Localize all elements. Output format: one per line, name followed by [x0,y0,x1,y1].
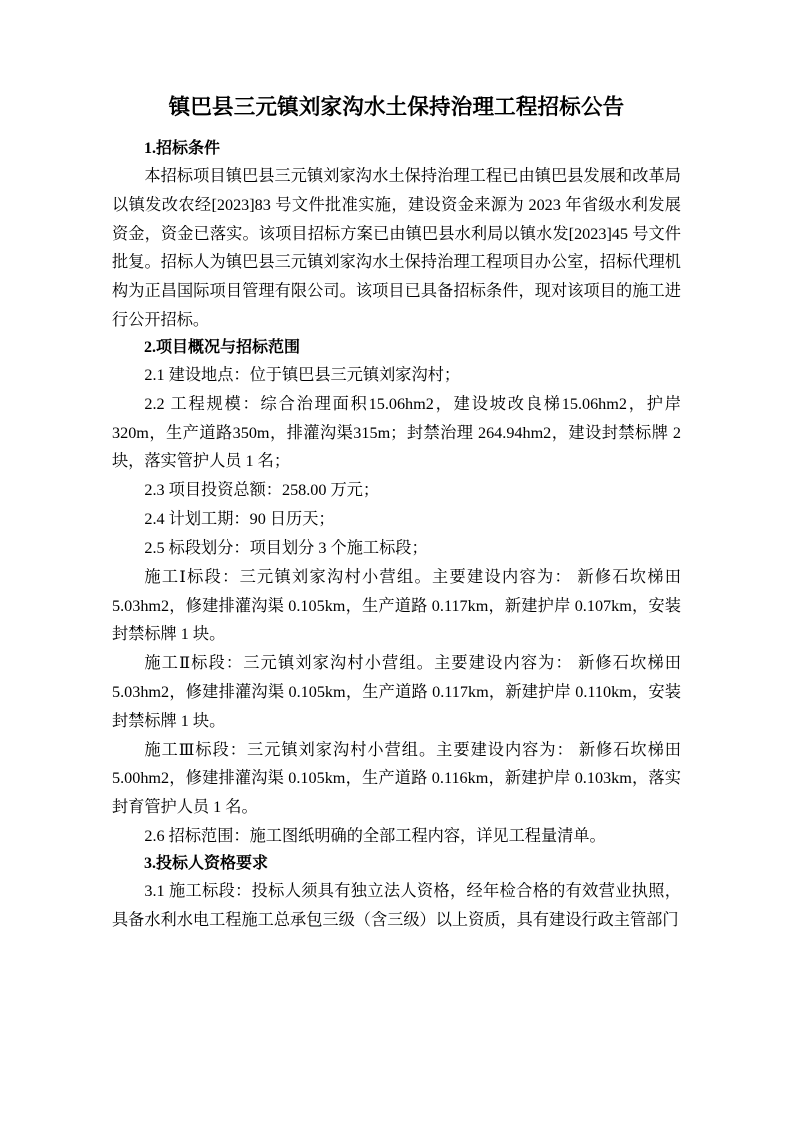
section-heading: 3.投标人资格要求 [144,854,269,872]
section-paragraph: 2.6 招标范围：施工图纸明确的全部工程内容，详见工程量清单。 [144,827,606,846]
section-paragraph: 2.2 工程规模：综合治理面积15.06hm2，建设坡改良梯15.06hm2，护岸320m，生产道路350m，排灌沟渠315m；封禁治理 264.94hm2，建设封禁标牌 2 块，落实管护人员 1 名； [112,394,681,471]
section-paragraph: 施工Ⅱ标段：三元镇刘家沟村小营组。主要建设内容为： 新修石坎梯田 5.03hm2，修建排灌沟渠 0.105km，生产道路 0.117km，新建护岸 0.110km，安装封禁标牌 1 块。 [112,654,681,730]
section-heading: 2.项目概况与招标范围 [144,338,301,356]
section-paragraph: 施工Ⅰ标段：三元镇刘家沟村小营组。主要建设内容为： 新修石坎梯田 5.03hm2，修建排灌沟渠 0.105km，生产道路 0.117km，新建护岸 0.107km，安装封禁标牌 1 块。 [112,567,681,644]
section-paragraph: 2.4 计划工期：90 日历天； [144,510,335,529]
section-paragraph: 3.1 施工标段：投标人须具有独立法人资格，经年检合格的有效营业执照，具备水利水电工程施工总承包三级（含三级）以上资质，具有建设行政主管部门 [112,881,681,929]
section-paragraph: 2.1 建设地点：位于镇巴县三元镇刘家沟村； [144,365,461,384]
section-项目概况与招标范围 [112,335,681,851]
section-paragraph: 本招标项目镇巴县三元镇刘家沟水土保持治理工程已由镇巴县发展和改革局以镇发改农经[2023]83 号文件批准实施，建设资金来源为 2023 年省级水利发展资金，资金已落实。该项目招标方案已由镇巴县水利局以镇水发[2023]45 号文件批复。招标人为镇巴县三元镇刘家沟水土保持治理工程项目办公室，招标代理机构为正昌国际项目管理有限公司。该项目已具备招标条件，现对该项目的施工进行公开招标。 [112,167,681,330]
section-heading: 1.招标条件 [144,140,221,158]
section-投标人资格要求 [112,851,681,935]
section-paragraph: 2.5 标段划分：项目划分 3 个施工标段； [144,538,428,557]
section-paragraph: 施工Ⅲ标段：三元镇刘家沟村小营组。主要建设内容为： 新修石坎梯田 5.00hm2，修建排灌沟渠 0.105km，生产道路 0.116km，新建护岸 0.103km，落实封育管护人员 1 名。 [112,740,681,817]
section-招标条件 [112,136,681,335]
page-title: 镇巴县三元镇刘家沟水土保持治理工程招标公告 [168,95,625,119]
section-paragraph: 2.3 项目投资总额：258.00 万元； [144,481,380,500]
